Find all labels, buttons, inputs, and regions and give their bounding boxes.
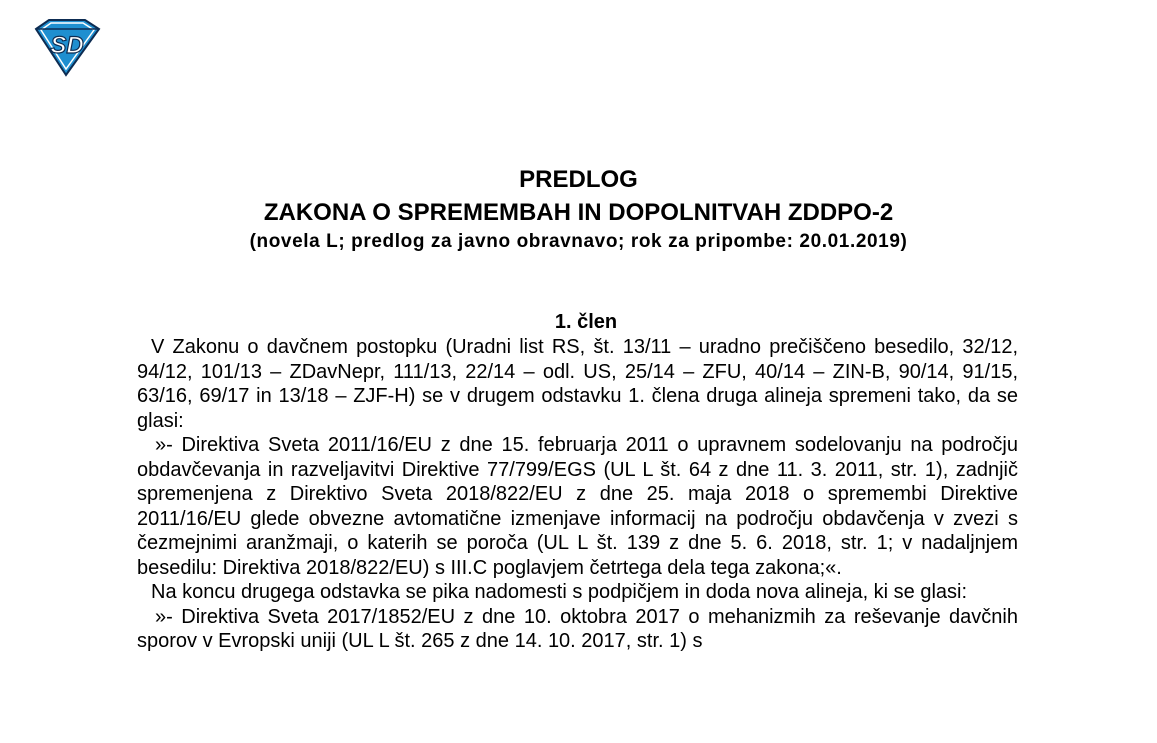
paragraph: »- Direktiva Sveta 2011/16/EU z dne 15. februarja 2011 o upravnem sodelovanju na področju obdavčevanja in razveljavitvi Direktive 77/799/EGS (UL L št. 64 z dne 11. 3. 2011, str. 1), zadnjič spremenjena z Direktivo Sveta 2018/822/EU z dne 25. maja 2018 o spremembi Direktive 2011/16/EU glede obvezne avtomatične izmenjave informacij na področju obdavčenja v zvezi s čezmejnimi aranžmaji, o katerih se poroča (UL L št. 139 z dne 5. 6. 2018, str. 1; v nadaljnjem besedilu: Direktiva 2018/822/EU) s III.C poglavjem četrtega dela tega zakona;«.	[137, 434, 1018, 579]
document-title: PREDLOG	[519, 166, 638, 193]
sd-logo-icon	[30, 19, 104, 77]
logo-letters: SD	[50, 32, 84, 59]
article-body	[137, 335, 1018, 654]
document-subtitle: ZAKONA O SPREMEMBAH IN DOPOLNITVAH ZDDPO-2	[263, 199, 894, 226]
paragraph: V Zakonu o davčnem postopku (Uradni list RS, št. 13/11 – uradno prečiščeno besedilo, 32/12, 94/12, 101/13 – ZDavNepr, 111/13, 22/14 – odl. US, 25/14 – ZFU, 40/14 – ZIN-B, 90/14, 91/15, 63/16, 69/17 in 13/18 – ZJF-H) se v drugem odstavku 1. člena druga alineja spremeni tako, da se glasi:	[137, 336, 1018, 432]
company-logo	[30, 19, 104, 77]
paragraph: Na koncu drugega odstavka se pika nadomesti s podpičjem in doda nova alineja, ki se glasi:	[151, 581, 968, 603]
article-heading: 1. člen	[554, 311, 618, 333]
document-note: (novela L; predlog za javno obravnavo; rok za pripombe: 20.01.2019)	[249, 231, 908, 252]
paragraph: »- Direktiva Sveta 2017/1852/EU z dne 10. oktobra 2017 o mehanizmih za reševanje davčnih sporov v Evropski uniji (UL L št. 265 z dne 14. 10. 2017, str. 1) s	[137, 605, 1018, 652]
